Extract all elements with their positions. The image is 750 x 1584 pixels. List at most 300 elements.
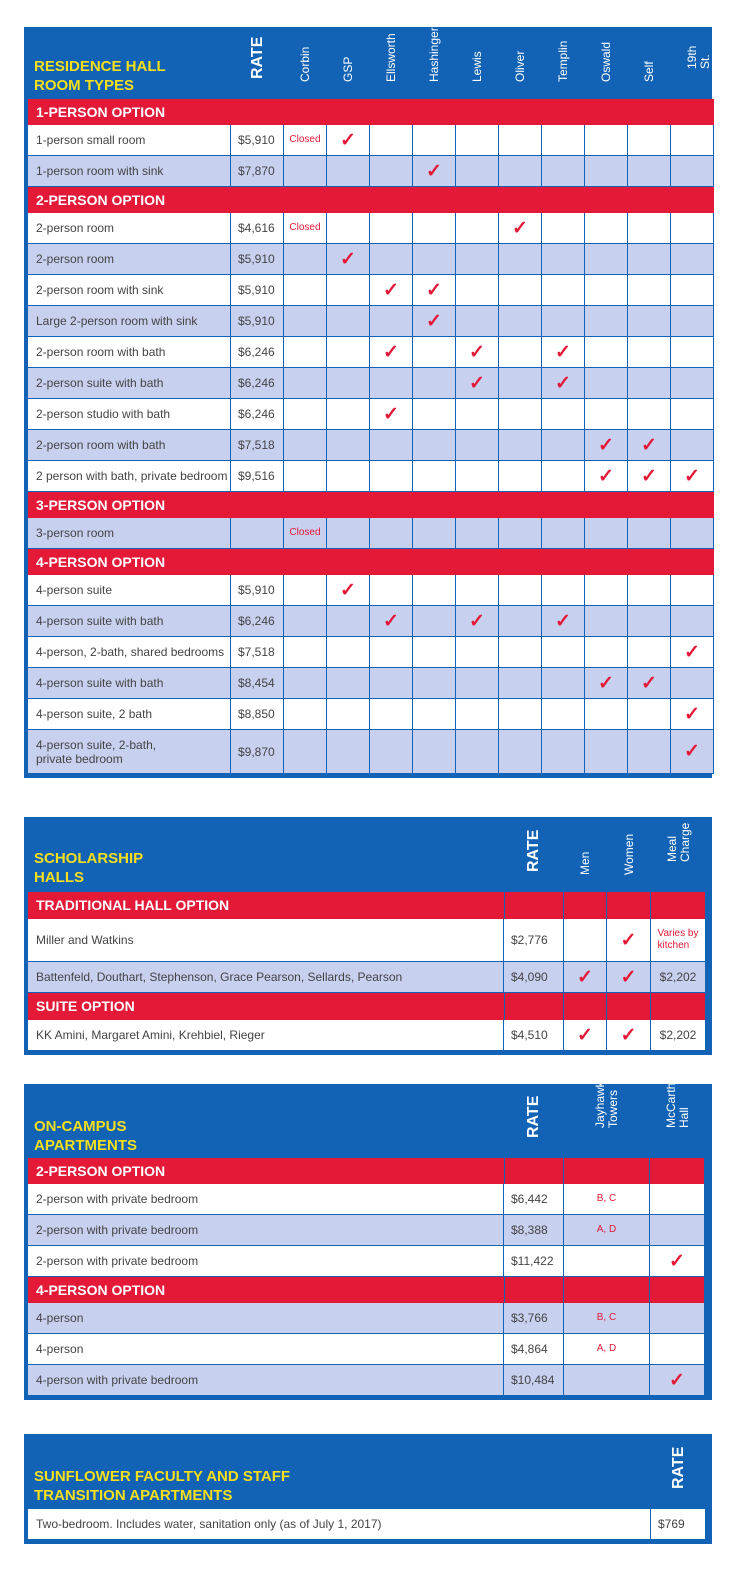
residence-title: RESIDENCE HALL ROOM TYPES	[34, 58, 166, 94]
section-cell-divider	[456, 187, 499, 213]
empty-cell	[542, 461, 585, 492]
row-label: 2-person room with bath	[28, 430, 231, 461]
section-cell-divider	[585, 187, 628, 213]
empty-cell	[499, 244, 542, 275]
section-cell-divider	[564, 1158, 650, 1184]
section-cell-divider	[499, 99, 542, 125]
checkmark-icon	[542, 337, 585, 368]
table-row	[28, 461, 714, 492]
section-cell-divider	[284, 549, 327, 575]
empty-cell	[542, 213, 585, 244]
empty-cell	[542, 668, 585, 699]
row-rate: $11,422	[504, 1246, 564, 1277]
row-rate: $5,910	[231, 275, 284, 306]
empty-cell	[327, 637, 370, 668]
empty-cell	[413, 518, 456, 549]
checkmark-icon	[542, 606, 585, 637]
empty-cell	[284, 399, 327, 430]
empty-cell	[585, 637, 628, 668]
table-row	[28, 1303, 705, 1334]
check-glyph: ✓	[555, 610, 571, 632]
empty-cell	[327, 213, 370, 244]
section-cell-divider	[231, 492, 284, 518]
checkmark-icon	[370, 337, 413, 368]
empty-cell	[585, 575, 628, 606]
check-glyph: ✓	[340, 248, 356, 270]
empty-cell	[499, 368, 542, 399]
empty-cell	[585, 730, 628, 774]
section-title: TRADITIONAL HALL OPTION	[36, 897, 230, 913]
empty-cell	[370, 575, 413, 606]
row-rate: $8,454	[231, 668, 284, 699]
empty-cell	[284, 244, 327, 275]
row-label: 4-person with private bedroom	[28, 1365, 504, 1396]
empty-cell	[542, 156, 585, 187]
row-rate: $5,910	[231, 244, 284, 275]
empty-cell	[284, 637, 327, 668]
empty-cell	[456, 518, 499, 549]
empty-cell	[370, 430, 413, 461]
empty-cell	[327, 368, 370, 399]
empty-cell	[628, 606, 671, 637]
column-header-label: Men	[578, 851, 592, 875]
empty-cell	[413, 461, 456, 492]
check-glyph: ✓	[620, 929, 637, 951]
row-rate: $7,870	[231, 156, 284, 187]
empty-cell	[370, 518, 413, 549]
section-cell-divider	[650, 1158, 705, 1184]
row-rate	[231, 518, 284, 549]
section-cell-divider	[504, 1158, 564, 1184]
checkmark-icon	[499, 213, 542, 244]
table-row	[28, 962, 706, 993]
scholarship-grid	[28, 892, 706, 1051]
check-glyph: ✓	[641, 434, 657, 456]
row-label: 4-person suite with bath	[28, 606, 231, 637]
section-cell-divider	[671, 492, 714, 518]
section-cell-divider	[231, 187, 284, 213]
empty-cell	[650, 1334, 705, 1365]
note-text: Closed	[289, 134, 321, 145]
empty-cell	[284, 275, 327, 306]
row-rate: $6,246	[231, 399, 284, 430]
empty-cell	[370, 368, 413, 399]
section-header	[28, 492, 714, 518]
empty-cell	[542, 244, 585, 275]
row-label: 2-person with private bedroom	[28, 1215, 504, 1246]
empty-cell	[413, 606, 456, 637]
section-title: 4-PERSON OPTION	[36, 554, 166, 570]
check-glyph: ✓	[598, 434, 614, 456]
empty-cell	[542, 699, 585, 730]
section-cell-divider	[607, 892, 651, 919]
empty-cell	[499, 637, 542, 668]
section-cell-divider	[456, 549, 499, 575]
empty-cell	[456, 244, 499, 275]
empty-cell	[499, 430, 542, 461]
row-rate: $6,442	[504, 1184, 564, 1215]
section-cell-divider	[651, 892, 706, 919]
check-glyph: ✓	[577, 966, 593, 988]
sunflower-title: SUNFLOWER FACULTY AND STAFF TRANSITION APARTMENTS	[34, 1468, 291, 1504]
table-row	[28, 1020, 706, 1051]
row-label: 2-person studio with bath	[28, 399, 231, 430]
cell-note	[564, 1215, 650, 1246]
check-glyph: ✓	[340, 129, 356, 151]
row-label: 4-person	[28, 1303, 504, 1334]
rate-header-label: RATE	[669, 1446, 687, 1489]
empty-cell	[327, 156, 370, 187]
section-cell-divider	[284, 99, 327, 125]
section-header	[28, 1277, 705, 1303]
empty-cell	[327, 430, 370, 461]
row-label: Miller and Watkins	[28, 919, 504, 962]
empty-cell	[284, 606, 327, 637]
row-rate: $2,776	[504, 919, 564, 962]
section-header	[28, 1158, 705, 1184]
empty-cell	[542, 730, 585, 774]
check-glyph: ✓	[598, 465, 614, 487]
row-label: 4-person suite	[28, 575, 231, 606]
row-rate: $6,246	[231, 606, 284, 637]
checkmark-icon	[413, 275, 456, 306]
empty-cell	[585, 306, 628, 337]
empty-cell	[413, 399, 456, 430]
check-glyph: ✓	[555, 341, 571, 363]
column-header-label: Meal Charge	[664, 822, 692, 862]
empty-cell	[456, 730, 499, 774]
row-label: 2-person room	[28, 244, 231, 275]
empty-cell	[650, 1184, 705, 1215]
table-row	[28, 518, 714, 549]
check-glyph: ✓	[340, 579, 356, 601]
apartments-header	[24, 1070, 712, 1158]
empty-cell	[499, 730, 542, 774]
check-glyph: ✓	[426, 310, 442, 332]
empty-cell	[456, 637, 499, 668]
section-header	[28, 892, 706, 919]
empty-cell	[284, 368, 327, 399]
empty-cell	[413, 368, 456, 399]
empty-cell	[456, 156, 499, 187]
empty-cell	[456, 275, 499, 306]
checkmark-icon	[327, 125, 370, 156]
empty-cell	[456, 430, 499, 461]
empty-cell	[542, 306, 585, 337]
section-cell-divider	[504, 1277, 564, 1303]
empty-cell	[499, 125, 542, 156]
section-cell-divider	[370, 99, 413, 125]
section-cell-divider	[628, 492, 671, 518]
empty-cell	[370, 637, 413, 668]
check-glyph: ✓	[577, 1024, 593, 1046]
check-glyph: ✓	[598, 672, 614, 694]
section-cell-divider	[628, 99, 671, 125]
checkmark-icon	[671, 730, 714, 774]
checkmark-icon	[564, 1020, 607, 1051]
section-cell-divider	[456, 99, 499, 125]
empty-cell	[671, 156, 714, 187]
table-row	[28, 606, 714, 637]
scholarship-table	[24, 817, 712, 1055]
empty-cell	[671, 606, 714, 637]
table-row	[28, 244, 714, 275]
empty-cell	[284, 337, 327, 368]
table-row	[28, 125, 714, 156]
row-label: 4-person, 2-bath, shared bedrooms	[28, 637, 231, 668]
checkmark-icon	[607, 962, 651, 993]
empty-cell	[542, 275, 585, 306]
empty-cell	[327, 275, 370, 306]
checkmark-icon	[585, 668, 628, 699]
empty-cell	[499, 606, 542, 637]
section-cell-divider	[284, 492, 327, 518]
empty-cell	[585, 244, 628, 275]
checkmark-icon	[671, 637, 714, 668]
checkmark-icon	[564, 962, 607, 993]
row-rate: $7,518	[231, 430, 284, 461]
empty-cell	[413, 430, 456, 461]
empty-cell	[284, 156, 327, 187]
section-cell-divider	[542, 99, 585, 125]
check-glyph: ✓	[620, 966, 637, 988]
section-cell-divider	[671, 187, 714, 213]
empty-cell	[671, 518, 714, 549]
section-cell-divider	[607, 993, 651, 1020]
empty-cell	[413, 213, 456, 244]
row-rate: $5,910	[231, 575, 284, 606]
empty-cell	[456, 399, 499, 430]
check-glyph: ✓	[383, 403, 399, 425]
cell-note	[564, 1334, 650, 1365]
section-cell-divider	[499, 492, 542, 518]
empty-cell	[413, 244, 456, 275]
section-header	[28, 993, 706, 1020]
section-cell-divider	[564, 1277, 650, 1303]
checkmark-icon	[413, 156, 456, 187]
row-rate: $5,910	[231, 306, 284, 337]
empty-cell	[671, 337, 714, 368]
rate-header-label: RATE	[525, 829, 542, 872]
checkmark-icon	[327, 244, 370, 275]
empty-cell	[327, 730, 370, 774]
empty-cell	[650, 1215, 705, 1246]
empty-cell	[327, 306, 370, 337]
table-row	[28, 730, 714, 774]
empty-cell	[413, 125, 456, 156]
empty-cell	[370, 730, 413, 774]
empty-cell	[456, 699, 499, 730]
checkmark-icon	[650, 1365, 705, 1396]
empty-cell	[327, 399, 370, 430]
note-text: Varies by kitchen	[657, 928, 699, 951]
section-cell-divider	[456, 492, 499, 518]
column-header-label: GSP	[341, 56, 355, 82]
note-text: B, C	[596, 1193, 617, 1204]
rate-header-label: RATE	[248, 36, 266, 79]
row-rate: $4,090	[504, 962, 564, 993]
cell-note	[564, 1184, 650, 1215]
note-text: $2,202	[659, 1028, 697, 1042]
table-row	[28, 430, 714, 461]
check-glyph: ✓	[512, 217, 528, 239]
checkmark-icon	[370, 606, 413, 637]
table-row	[28, 575, 714, 606]
empty-cell	[671, 213, 714, 244]
empty-cell	[671, 399, 714, 430]
check-glyph: ✓	[684, 641, 700, 663]
column-header-label: Ellsworth	[384, 33, 398, 82]
row-rate: $4,510	[504, 1020, 564, 1051]
empty-cell	[284, 668, 327, 699]
section-cell-divider	[650, 1277, 705, 1303]
empty-cell	[370, 213, 413, 244]
section-title: 2-PERSON OPTION	[36, 1163, 166, 1179]
note-text: $2,202	[659, 970, 697, 984]
section-cell-divider	[542, 492, 585, 518]
check-glyph: ✓	[669, 1369, 685, 1391]
column-header-label: Lewis	[470, 51, 484, 82]
checkmark-icon	[607, 919, 651, 962]
row-label: Large 2-person room with sink	[28, 306, 231, 337]
row-rate: $6,246	[231, 337, 284, 368]
empty-cell	[456, 575, 499, 606]
column-header-label: Self	[642, 61, 656, 82]
checkmark-icon	[370, 275, 413, 306]
empty-cell	[628, 637, 671, 668]
table-row	[28, 1215, 705, 1246]
check-glyph: ✓	[669, 1250, 685, 1272]
section-cell-divider	[585, 549, 628, 575]
empty-cell	[413, 575, 456, 606]
section-cell-divider	[413, 187, 456, 213]
empty-cell	[671, 306, 714, 337]
section-cell-divider	[327, 99, 370, 125]
empty-cell	[628, 306, 671, 337]
empty-cell	[499, 668, 542, 699]
row-label: 4-person	[28, 1334, 504, 1365]
empty-cell	[628, 730, 671, 774]
section-cell-divider	[542, 549, 585, 575]
empty-cell	[628, 518, 671, 549]
check-glyph: ✓	[383, 610, 399, 632]
check-glyph: ✓	[383, 341, 399, 363]
check-glyph: ✓	[684, 703, 700, 725]
check-glyph: ✓	[469, 610, 485, 632]
empty-cell	[542, 430, 585, 461]
row-label: 3-person room	[28, 518, 231, 549]
column-header-label: Hashinger	[427, 27, 441, 82]
row-label: 2-person room	[28, 213, 231, 244]
empty-cell	[542, 637, 585, 668]
row-label: 2 person with bath, private bedroom	[28, 461, 231, 492]
row-label: Battenfeld, Douthart, Stephenson, Grace Pearson, Sellards, Pearson	[28, 962, 504, 993]
section-cell-divider	[499, 187, 542, 213]
check-glyph: ✓	[469, 341, 485, 363]
empty-cell	[456, 306, 499, 337]
table-row	[28, 156, 714, 187]
empty-cell	[650, 1303, 705, 1334]
empty-cell	[327, 461, 370, 492]
checkmark-icon	[413, 306, 456, 337]
empty-cell	[564, 919, 607, 962]
checkmark-icon	[585, 430, 628, 461]
row-rate: $3,766	[504, 1303, 564, 1334]
empty-cell	[542, 399, 585, 430]
empty-cell	[370, 156, 413, 187]
apartments-grid	[28, 1158, 705, 1396]
checkmark-icon	[671, 461, 714, 492]
row-rate: $4,616	[231, 213, 284, 244]
cell-note	[284, 125, 327, 156]
section-cell-divider	[585, 99, 628, 125]
table-row	[28, 1509, 706, 1540]
row-rate: $4,864	[504, 1334, 564, 1365]
sunflower-grid	[28, 1509, 706, 1540]
row-label: 4-person suite, 2-bath, private bedroom	[28, 730, 231, 774]
empty-cell	[370, 244, 413, 275]
section-title: 3-PERSON OPTION	[36, 497, 166, 513]
section-cell-divider	[231, 549, 284, 575]
rate-header-label: RATE	[525, 1095, 542, 1138]
check-glyph: ✓	[469, 372, 485, 394]
section-cell-divider	[284, 187, 327, 213]
check-glyph: ✓	[641, 672, 657, 694]
section-cell-divider	[628, 549, 671, 575]
section-header	[28, 99, 714, 125]
section-title: 1-PERSON OPTION	[36, 104, 166, 120]
residence-table	[24, 27, 712, 778]
empty-cell	[413, 337, 456, 368]
empty-cell	[370, 699, 413, 730]
scholarship-title: SCHOLARSHIP HALLS	[34, 850, 144, 886]
section-cell-divider	[542, 187, 585, 213]
empty-cell	[370, 125, 413, 156]
section-header	[28, 549, 714, 575]
table-row	[28, 919, 706, 962]
apartments-title: ON-CAMPUS APARTMENTS	[34, 1118, 138, 1154]
section-cell-divider	[327, 187, 370, 213]
empty-cell	[564, 1365, 650, 1396]
checkmark-icon	[327, 575, 370, 606]
empty-cell	[671, 368, 714, 399]
empty-cell	[413, 730, 456, 774]
empty-cell	[499, 461, 542, 492]
row-label: 2-person room with bath	[28, 337, 231, 368]
table-row	[28, 399, 714, 430]
row-rate: $5,910	[231, 125, 284, 156]
check-glyph: ✓	[426, 279, 442, 301]
empty-cell	[499, 399, 542, 430]
row-label: 2-person room with sink	[28, 275, 231, 306]
row-label: 1-person small room	[28, 125, 231, 156]
empty-cell	[628, 244, 671, 275]
empty-cell	[370, 306, 413, 337]
row-label: 4-person suite with bath	[28, 668, 231, 699]
cell-note	[564, 1303, 650, 1334]
section-cell-divider	[651, 993, 706, 1020]
section-title: SUITE OPTION	[36, 998, 135, 1014]
empty-cell	[671, 275, 714, 306]
table-row	[28, 275, 714, 306]
section-cell-divider	[370, 492, 413, 518]
sunflower-table	[24, 1434, 712, 1544]
section-title: 4-PERSON OPTION	[36, 1282, 166, 1298]
section-cell-divider	[413, 99, 456, 125]
note-text: Closed	[289, 527, 321, 538]
empty-cell	[413, 637, 456, 668]
row-label: 2-person with private bedroom	[28, 1246, 504, 1277]
